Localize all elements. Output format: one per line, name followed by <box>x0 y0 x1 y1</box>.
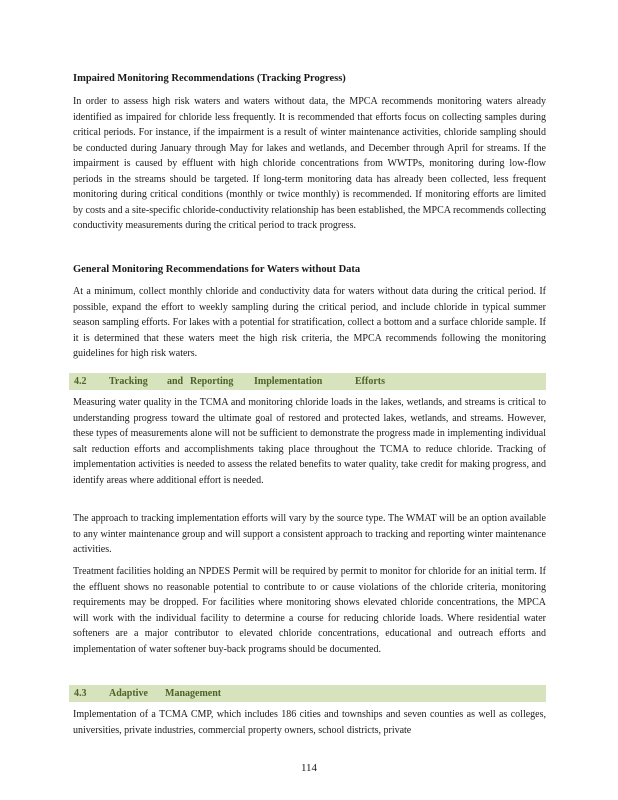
section-title-word: Reporting <box>190 376 234 387</box>
paragraph-impaired-monitoring: In order to assess high risk waters and waters without data, the MPCA recommends monitoring waters already identified as impaired for chloride less frequently. It is recommended that efforts focus on collecting samples during critical periods. For instance, if the impairment is a result of winter maintenance activities, chloride sampling should be conducted during January through May for lakes and wetlands, and December through April for streams. If the impairment is caused by effluent with high chloride concentrations from WWTPs, monitoring during low-flow periods in the streams should be targeted. If long-term monitoring data has already been collected, less frequent monitoring during critical conditions (monthly or twice monthly) is recommended. If monitoring efforts are limited by costs and a site-specific chloride-conductivity relationship has been established, the MPCA recommends collecting conductivity measurements during the critical period to track progress. <box>73 96 546 231</box>
section-title-word: Management <box>165 688 222 699</box>
section-title-word: and <box>167 376 184 387</box>
heading-impaired-monitoring: Impaired Monitoring Recommendations (Tracking Progress) <box>73 73 346 84</box>
section-number-4-2: 4.2 <box>74 376 87 387</box>
page-number: 114 <box>300 762 318 774</box>
paragraph-treatment-facilities: Treatment facilities holding an NPDES Permit will be required by permit to monitor for chloride for an initial term. If the effluent shows no reasonable potential to contribute to or cause violations of the chloride criteria, monitoring requirements may be dropped. For facilities where monitoring shows elevated chloride concentrations, the MPCA will work with the individual facility to determine a course for reducing chloride loads. Where residential water softeners are a major contributor to elevated chloride concentrations, educational and outreach efforts and implementation of water softener buy-back programs should be documented. <box>73 566 546 655</box>
section-title-word: Efforts <box>355 376 385 387</box>
heading-general-monitoring: General Monitoring Recommendations for Waters without Data <box>73 264 361 275</box>
paragraph-measuring-water-quality: Measuring water quality in the TCMA and monitoring chloride loads in the lakes, wetlands, and streams is critical to understanding progress toward the ultimate goal of restored and protected lakes, wetlands, and streams. However, these types of measurements alone will not be sufficient to demonstrate the progress made in implementing individual salt reduction efforts and accomplishments taking place throughout the TCMA to reduce chloride. Tracking of implementation activities is needed to assess the related benefits to water quality, take credit for making progress, and identify areas where additional effort is needed. <box>73 397 546 486</box>
section-title-word: Implementation <box>254 376 323 387</box>
paragraph-general-monitoring: At a minimum, collect monthly chloride and conductivity data for waters without data during the critical period. If possible, expand the effort to weekly sampling during the critical period, and include chloride in typical summer season sampling efforts. For lakes with a potential for stratification, collect a bottom and a surface chloride sample. If it is determined that these waters meet the high risk criteria, the MPCA recommends following the monitoring guidelines for high risk waters. <box>73 286 546 359</box>
section-heading-4-2 <box>69 373 546 390</box>
section-number-4-3: 4.3 <box>74 688 87 699</box>
paragraph-tracking-approach: The approach to tracking implementation efforts will vary by the source type. The WMAT will be an option available to any winter maintenance group and will support a consistent approach to tracking and reporting winter maintenance activities. <box>73 513 546 555</box>
section-title-word: Adaptive <box>109 688 148 699</box>
section-heading-4-3 <box>69 685 546 702</box>
paragraph-implementation-tcma-cmp: Implementation of a TCMA CMP, which includes 186 cities and townships and seven counties as well as colleges, universities, private industries, commercial property owners, school districts, private <box>73 709 546 736</box>
section-title-word: Tracking <box>109 376 148 387</box>
